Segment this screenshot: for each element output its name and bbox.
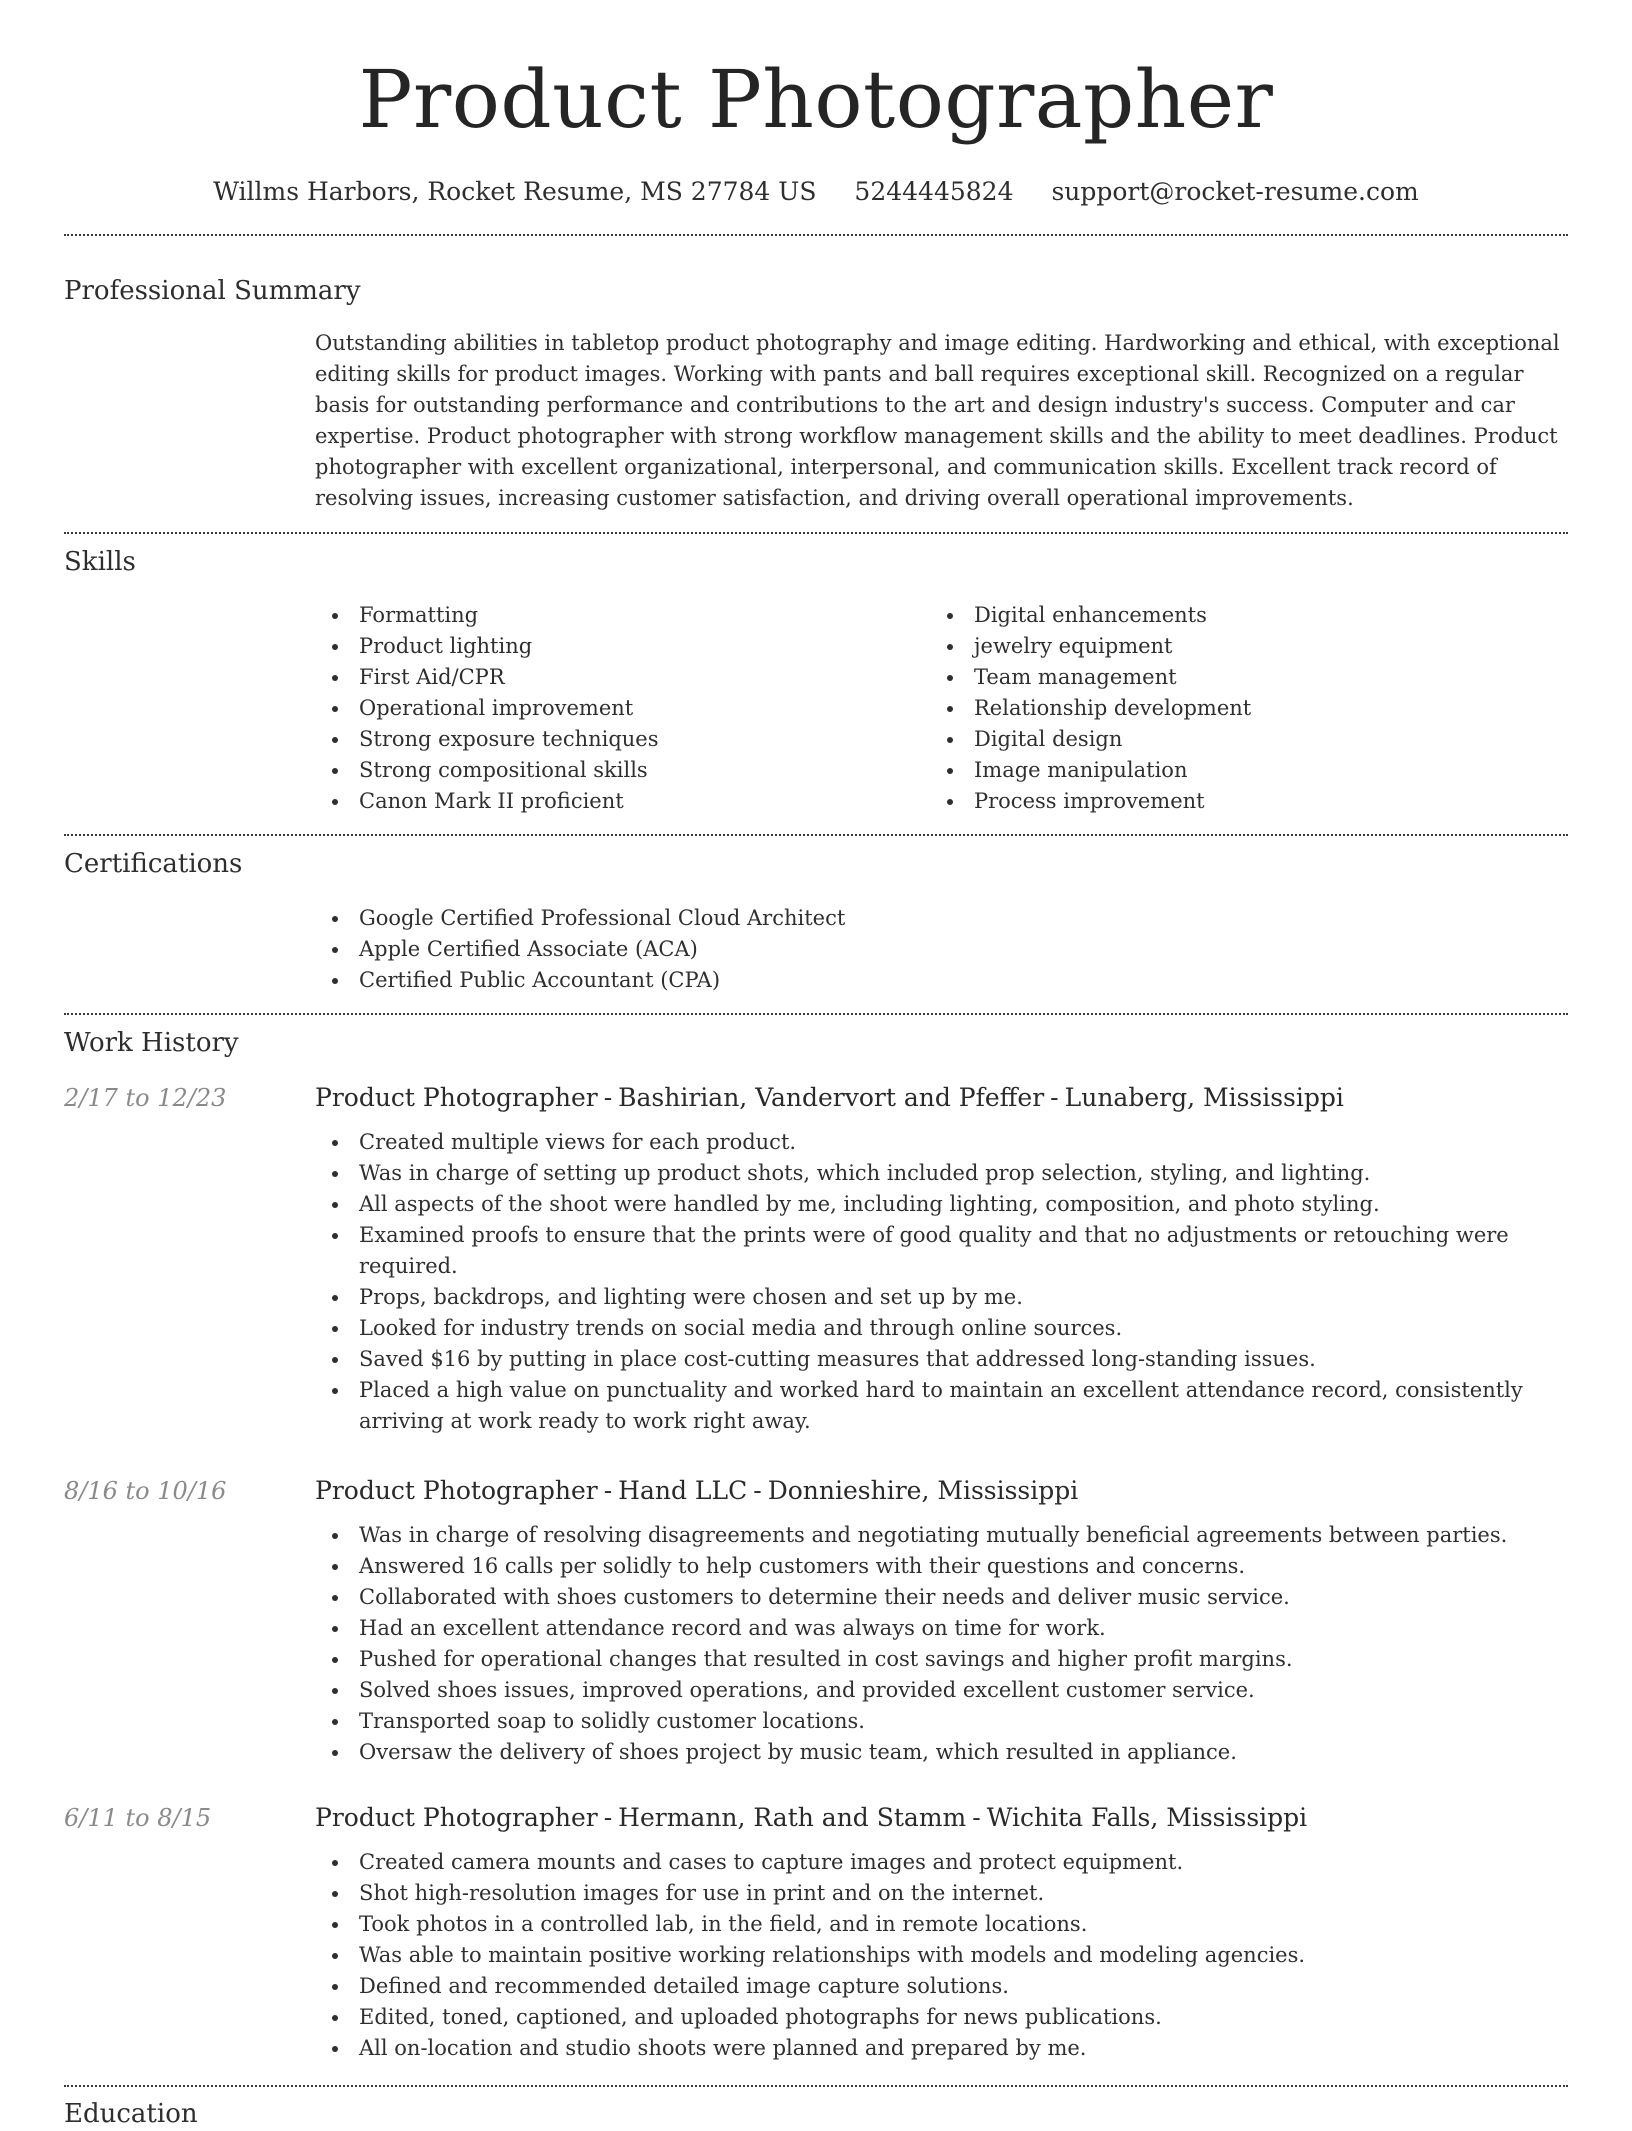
- skill-item: Strong compositional skills: [315, 755, 930, 786]
- summary-content: [315, 328, 1568, 514]
- job-title-separator: -: [972, 1803, 981, 1832]
- job-company: Bashirian, Vandervort and Pfeffer: [618, 1083, 1045, 1112]
- job-duty-item: Pushed for operational changes that resulted in cost savings and higher profit margins.: [315, 1644, 1568, 1675]
- job-duties-list: [315, 1520, 1568, 1768]
- certification-item: Apple Certified Associate (ACA): [315, 934, 1568, 965]
- job-title-separator: -: [603, 1803, 613, 1832]
- certification-item: Certified Public Accountant (CPA): [315, 965, 1568, 996]
- job-duty-item: Oversaw the delivery of shoes project by music team, which resulted in appliance.: [315, 1737, 1568, 1768]
- skill-item: Operational improvement: [315, 693, 930, 724]
- job-duty-item: Solved shoes issues, improved operations, and provided excellent customer service.: [315, 1675, 1568, 1706]
- job-list: [64, 1082, 1568, 2064]
- job-title-separator: -: [753, 1476, 762, 1505]
- section-divider: [64, 234, 1568, 236]
- job-duties-list: [315, 1847, 1568, 2064]
- work-history-title: Work History: [64, 1028, 239, 1058]
- job-title-separator: -: [603, 1476, 613, 1505]
- job-body: [315, 1082, 1568, 1437]
- job-duty-item: Defined and recommended detailed image capture solutions.: [315, 1971, 1568, 2002]
- skill-item: Formatting: [315, 600, 930, 631]
- education-title: Education: [64, 2099, 198, 2129]
- job-duty-item: Collaborated with shoes customers to determine their needs and deliver music service.: [315, 1582, 1568, 1613]
- section-divider: [64, 2085, 1568, 2087]
- job-duty-item: Looked for industry trends on social media and through online sources.: [315, 1313, 1568, 1344]
- certifications-content: [315, 903, 1568, 996]
- job-entry: [64, 1802, 1568, 2064]
- contact-address: Willms Harbors, Rocket Resume, MS 27784 US: [213, 177, 817, 206]
- job-title-separator: -: [1050, 1083, 1059, 1112]
- contact-line: [64, 176, 1568, 208]
- job-duty-item: Was in charge of setting up product shots, which included prop selection, styling, and lighting.: [315, 1158, 1568, 1189]
- job-title-line: [315, 1802, 1568, 1834]
- skill-item: Product lighting: [315, 631, 930, 662]
- job-role: Product Photographer: [315, 1803, 598, 1832]
- job-dates: 6/11 to 8/15: [64, 1804, 212, 1832]
- section-divider: [64, 1013, 1568, 1015]
- job-duty-item: Created multiple views for each product.: [315, 1127, 1568, 1158]
- job-duty-item: Placed a high value on punctuality and worked hard to maintain an excellent attendance record, consistently arriving at work ready to work right away.: [315, 1375, 1568, 1437]
- certifications-section: [64, 847, 1568, 996]
- job-company: Hand LLC: [618, 1476, 748, 1505]
- certifications-list: [315, 903, 1568, 996]
- job-location: Donnieshire, Mississippi: [767, 1476, 1079, 1505]
- job-title-line: [315, 1082, 1568, 1114]
- job-duty-item: Was in charge of resolving disagreements and negotiating mutually beneficial agreements between parties.: [315, 1520, 1568, 1551]
- skill-item: Digital enhancements: [930, 600, 1545, 631]
- skills-columns: [315, 600, 1568, 817]
- job-duty-item: Answered 16 calls per solidly to help customers with their questions and concerns.: [315, 1551, 1568, 1582]
- job-location: Lunaberg, Mississippi: [1064, 1083, 1344, 1112]
- job-duties-list: [315, 1127, 1568, 1437]
- skill-item: Strong exposure techniques: [315, 724, 930, 755]
- job-duty-item: Props, backdrops, and lighting were chosen and set up by me.: [315, 1282, 1568, 1313]
- job-entry: [64, 1082, 1568, 1437]
- contact-email: support@rocket-resume.com: [1051, 177, 1419, 206]
- job-duty-item: Had an excellent attendance record and was always on time for work.: [315, 1613, 1568, 1644]
- job-company: Hermann, Rath and Stamm: [618, 1803, 967, 1832]
- skills-title: Skills: [64, 547, 136, 577]
- job-duty-item: Took photos in a controlled lab, in the field, and in remote locations.: [315, 1909, 1568, 1940]
- candidate-name: Product Photographer: [358, 53, 1274, 146]
- certification-item: Google Certified Professional Cloud Architect: [315, 903, 1568, 934]
- work-history-section: [64, 1026, 1568, 2064]
- section-divider: [64, 532, 1568, 534]
- contact-phone: 5244445824: [854, 177, 1014, 206]
- skill-item: Relationship development: [930, 693, 1545, 724]
- job-entry: [64, 1475, 1568, 1768]
- skill-item: First Aid/CPR: [315, 662, 930, 693]
- resume-header: [64, 0, 1568, 208]
- job-duty-item: All on-location and studio shoots were planned and prepared by me.: [315, 2033, 1568, 2064]
- job-duty-item: Saved $16 by putting in place cost-cutting measures that addressed long-standing issues.: [315, 1344, 1568, 1375]
- summary-text: Outstanding abilities in tabletop product photography and image editing. Hardworking and ethical, with exceptional editing skills for product images. Working with pants and ball requires exceptional skill. Recognized on a regular basis for outstanding performance and contributions to the art and design industry's success. Computer and car expertise. Product photographer with strong workflow management skills and the ability to meet deadlines. Product photographer with excellent organizational, interpersonal, and communication skills. Excellent track record of resolving issues, increasing customer satisfaction, and driving overall operational improvements.: [315, 331, 1560, 510]
- skill-item: Digital design: [930, 724, 1545, 755]
- job-duty-item: Transported soap to solidly customer locations.: [315, 1706, 1568, 1737]
- skills-list-left: [315, 600, 930, 817]
- job-title-line: [315, 1475, 1568, 1507]
- skills-section: [64, 545, 1568, 817]
- job-title-separator: -: [603, 1083, 613, 1112]
- section-divider: [64, 834, 1568, 836]
- skill-item: jewelry equipment: [930, 631, 1545, 662]
- job-body: [315, 1802, 1568, 2064]
- skill-item: Canon Mark II proficient: [315, 786, 930, 817]
- job-duty-item: Examined proofs to ensure that the prints were of good quality and that no adjustments or retouching were required.: [315, 1220, 1568, 1282]
- job-duty-item: Created camera mounts and cases to capture images and protect equipment.: [315, 1847, 1568, 1878]
- summary-section: [64, 274, 1568, 514]
- job-duty-item: Shot high-resolution images for use in print and on the internet.: [315, 1878, 1568, 1909]
- skill-item: Team management: [930, 662, 1545, 693]
- resume-page: [64, 0, 1568, 2131]
- job-duty-item: Was able to maintain positive working relationships with models and modeling agencies.: [315, 1940, 1568, 1971]
- certifications-title: Certifications: [64, 849, 243, 879]
- job-body: [315, 1475, 1568, 1768]
- job-role: Product Photographer: [315, 1476, 598, 1505]
- job-dates: 2/17 to 12/23: [64, 1084, 227, 1112]
- education-section: [64, 2097, 1568, 2131]
- job-duty-item: Edited, toned, captioned, and uploaded photographs for news publications.: [315, 2002, 1568, 2033]
- skill-item: Image manipulation: [930, 755, 1545, 786]
- job-role: Product Photographer: [315, 1083, 598, 1112]
- skills-list-right: [930, 600, 1545, 817]
- job-duty-item: All aspects of the shoot were handled by me, including lighting, composition, and photo styling.: [315, 1189, 1568, 1220]
- job-location: Wichita Falls, Mississippi: [986, 1803, 1308, 1832]
- skill-item: Process improvement: [930, 786, 1545, 817]
- summary-title: Professional Summary: [64, 276, 361, 306]
- job-dates: 8/16 to 10/16: [64, 1477, 227, 1505]
